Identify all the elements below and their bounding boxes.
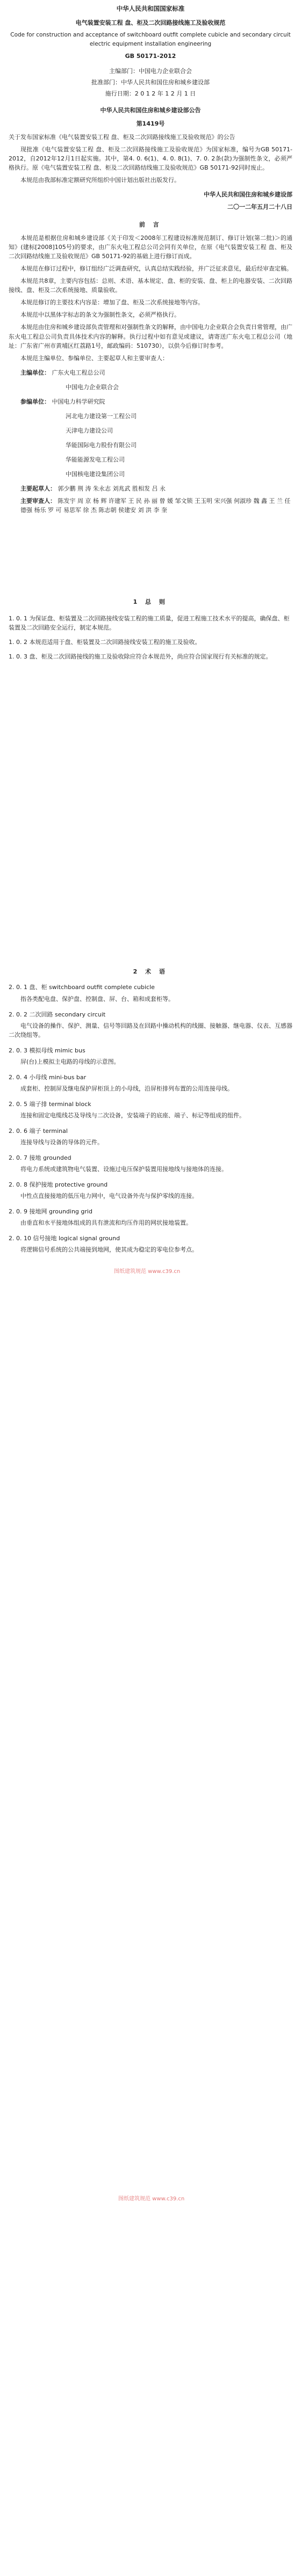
term-definition: 连接和固定电缆线芯及导线与二次设备，安装端子的底座、端子、标记等组成的组件。 <box>20 1111 245 1119</box>
preface-paragraph: 本规范共8章，主要内容包括：总则、术语、基本规定、盘、柜的安装、盘、柜上的电器安装、二次回路接线、盘、柜及二次系统接地、质量验收。 <box>9 277 292 294</box>
term-heading: 2. 0. 10 信号接地 logical signal ground <box>9 1235 120 1242</box>
term-heading: 2. 0. 8 保护接地 protective ground <box>9 1181 108 1189</box>
preface-paragraph: 本规范在修订过程中，修订组经广泛调查研究，认真总结实践经验，并广泛征求意见，最后经审查定稿。 <box>20 265 292 273</box>
document-title: 电气装置安装工程 盘、柜及二次回路接线施工及验收规范 <box>75 19 226 26</box>
issuer-line: 中华人民共和国国家标准 <box>116 5 185 12</box>
drafters-line <box>20 484 292 493</box>
participating-units-label: 参编单位： <box>20 398 50 405</box>
term-definition: 将电力系统或建筑物电气装置、设施过电压保护装置用接地线与接地体的连接。 <box>20 1166 227 1173</box>
unit-name: 中国电力企业联合会 <box>66 383 119 391</box>
effective-date: 施行日期：2 0 1 2 年 1 2 月 1 日 <box>105 90 196 97</box>
term-heading: 2. 0. 4 小母线 mini-bus bar <box>9 1073 87 1081</box>
unit-line <box>20 412 292 421</box>
reviewers-label: 主要审查人： <box>20 497 56 505</box>
announcement-number: 第1419号 <box>136 120 165 127</box>
chapter2-heading: 2 术 语 <box>133 968 168 976</box>
preface-paragraph: 本规范由住房和城乡建设部负责管理和对强制性条文的解释，由中国电力企业联合会负责日常管理，由广东火电工程总公司负责具体技术内容的解释。执行过程中如有意见或建议，请寄送广东火电工程总公司（地址：广东省广州市黄埔区红荔路1号，邮政编码：510730），以供今后修订时参考。 <box>9 324 292 349</box>
title-block <box>9 4 292 61</box>
term-heading: 2. 0. 5 端子排 terminal block <box>9 1100 91 1108</box>
term-definition: 由垂直和水平接地体组成的具有泄流和均压作用的网状接地装置。 <box>20 1219 192 1227</box>
term-heading: 2. 0. 2 二次回路 secondary circuit <box>9 1011 106 1018</box>
reviewers-line <box>20 496 292 515</box>
unit-line <box>20 455 292 464</box>
clause: 1. 0. 1 为保证盘、柜装置及二次回路接线安装工程的施工质量，促进工程施工技术水平的提高，确保盘、柜装置及二次回路安全运行，制定本规范。 <box>9 615 290 632</box>
unit-line <box>20 470 292 479</box>
term-list <box>9 983 292 1254</box>
term-definition: 屏(台)上模拟主电路的母线的示意图。 <box>20 1058 120 1065</box>
preface-heading: 前 言 <box>139 221 162 229</box>
clause: 1. 0. 2 本规范适用于盘、柜装置及二次回路接线安装工程的施工及验收。 <box>9 639 201 646</box>
announcement-org: 中华人民共和国住房和城乡建设部公告 <box>100 106 201 114</box>
signature-date: 二〇一二年五月二十八日 <box>227 203 292 211</box>
term-definition: 成套柜、控制屏及继电保护屏柜顶上的小母线，沿屏柜排列布置的公用连接母线。 <box>20 1085 233 1092</box>
announcement-header <box>9 106 292 128</box>
unit-line <box>20 441 292 450</box>
preface-paragraph: 本规范中以黑体字标志的条文为强制性条文，必须严格执行。 <box>20 311 180 319</box>
term-heading: 2. 0. 6 端子 terminal <box>9 1127 68 1135</box>
term-definition: 将逻辑信号系统的公共端接到地网，使其成为稳定的零电位参考点。 <box>20 1246 198 1254</box>
announcement-publish: 本规范由我部标准定额研究所组织中国计划出版社出版发行。 <box>20 176 180 184</box>
drafters-label: 主要起草人： <box>20 485 56 493</box>
participating-units <box>20 397 292 479</box>
meta-block <box>9 67 292 98</box>
reviewers-names: 陈发宇 周 京 杨 辉 许建军 王 民 孙 丽 曾 媛 邹文锁 王玉明 宋兴强 何淑珍 魏 鑫 王 兰 任德强 杨乐 罗 可 易思军 徐 杰 陈志朝 侯建安 刘 洪 李 奎 <box>20 497 291 514</box>
preface-paragraph: 本规范修订的主要技术内容是：增加了盘、柜及二次系统接地等内容。 <box>20 299 204 306</box>
unit-line <box>20 426 292 435</box>
announcement-body: 现批准《电气装置安装工程 盘、柜及二次回路接线施工及验收规范》为国家标准，编号为GB 50171-2012，自2012年12月1日起实施。其中，第4. 0. 6(1)、4. 0. 8(1)、7. 0. 2条(款)为强制性条文，必须严格执行。原《电气装置安装工程 盘、柜及二次回路结线施工及验收规范》GB 50171-92同时废止。 <box>9 145 292 171</box>
unit-name: 华能国际电力股份有限公司 <box>66 441 137 449</box>
term-definition: 电气设备的操作、保护、测量、信号等回路及在回路中操动机构的线圈、接触器、继电器、仪表、互感器二次绕组等。 <box>9 1022 292 1038</box>
announcement-intro: 关于发布国家标准《电气装置安装工程 盘、柜及二次回路接线施工及验收规范》的公告 <box>9 133 235 141</box>
term-definition: 连接导线与设备的导体的元件。 <box>20 1139 103 1146</box>
clause: 1. 0. 3 盘、柜及二次回路接线的施工及验收除应符合本规范外，尚应符合国家现行有关标准的规定。 <box>9 653 272 661</box>
term-heading: 2. 0. 3 模拟母线 mimic bus <box>9 1046 85 1054</box>
signature-org: 中华人民共和国住房和城乡建设部 <box>204 191 292 198</box>
document-body <box>0 0 301 1254</box>
english-title: Code for construction and acceptance of switchboard outfit complete cubicle and secondary circuit electric equipment installation engineering <box>10 31 291 47</box>
unit-name: 河北电力建设第一工程公司 <box>66 412 137 420</box>
unit-line <box>20 383 292 392</box>
term-heading: 2. 0. 9 接地网 grounding grid <box>9 1208 92 1216</box>
unit-name: 中国电力科学研究院 <box>52 398 105 405</box>
unit-line <box>20 397 292 406</box>
watermark-text: 图纸建筑规范 www.c39.cn <box>114 1269 181 1275</box>
term-definition: 中性点直接接地的低压电力网中，电气设备外壳与保护零线的连接。 <box>20 1192 198 1200</box>
standard-number: GB 50171-2012 <box>125 53 176 60</box>
preface-paragraph: 本规范主编单位、参编单位、主要起草人和主要审查人： <box>20 354 168 362</box>
drafters-names: 郭少鹏 荆 涛 朱永志 刘兆武 胜相发 吕 永 <box>58 485 166 493</box>
unit-name: 天津电力建设公司 <box>66 427 113 434</box>
chapter1-heading: 1 总 则 <box>133 598 168 606</box>
preface-paragraph: 本规范是根据住房和城乡建设部《关于印发＜2008年工程建设标准规范制订、修订计划(第二批)＞的通知》(建标[2008]105号)的要求，由广东火电工程总公司会同有关单位，在原《电气装置安装工程 盘、柜及二次回路结线施工及验收规范》GB 50171-92的基础上进行修订而成。 <box>9 235 292 260</box>
chief-units <box>20 368 292 392</box>
unit-name: 华能能源发电工程公司 <box>66 456 125 463</box>
chief-units-label: 主编单位： <box>20 369 50 376</box>
unit-name: 中国核电建设集团公司 <box>66 471 125 478</box>
editor-dept: 主编部门：中国电力企业联合会 <box>109 67 192 75</box>
approver-dept: 批准部门：中华人民共和国住房和城乡建设部 <box>91 78 210 86</box>
announcement-signature <box>9 190 292 211</box>
term-definition: 指各类配电盘、保护盘、控制盘、屏、台、箱和成套柜等。 <box>20 995 174 1002</box>
unit-line <box>20 368 292 377</box>
term-heading: 2. 0. 1 盘、柜 switchboard outfit complete cubicle <box>9 984 155 991</box>
term-heading: 2. 0. 7 接地 grounded <box>9 1154 71 1162</box>
watermark-text: 图纸建筑规范 www.c39.cn <box>118 2196 185 2202</box>
unit-name: 广东火电工程总公司 <box>52 369 105 376</box>
